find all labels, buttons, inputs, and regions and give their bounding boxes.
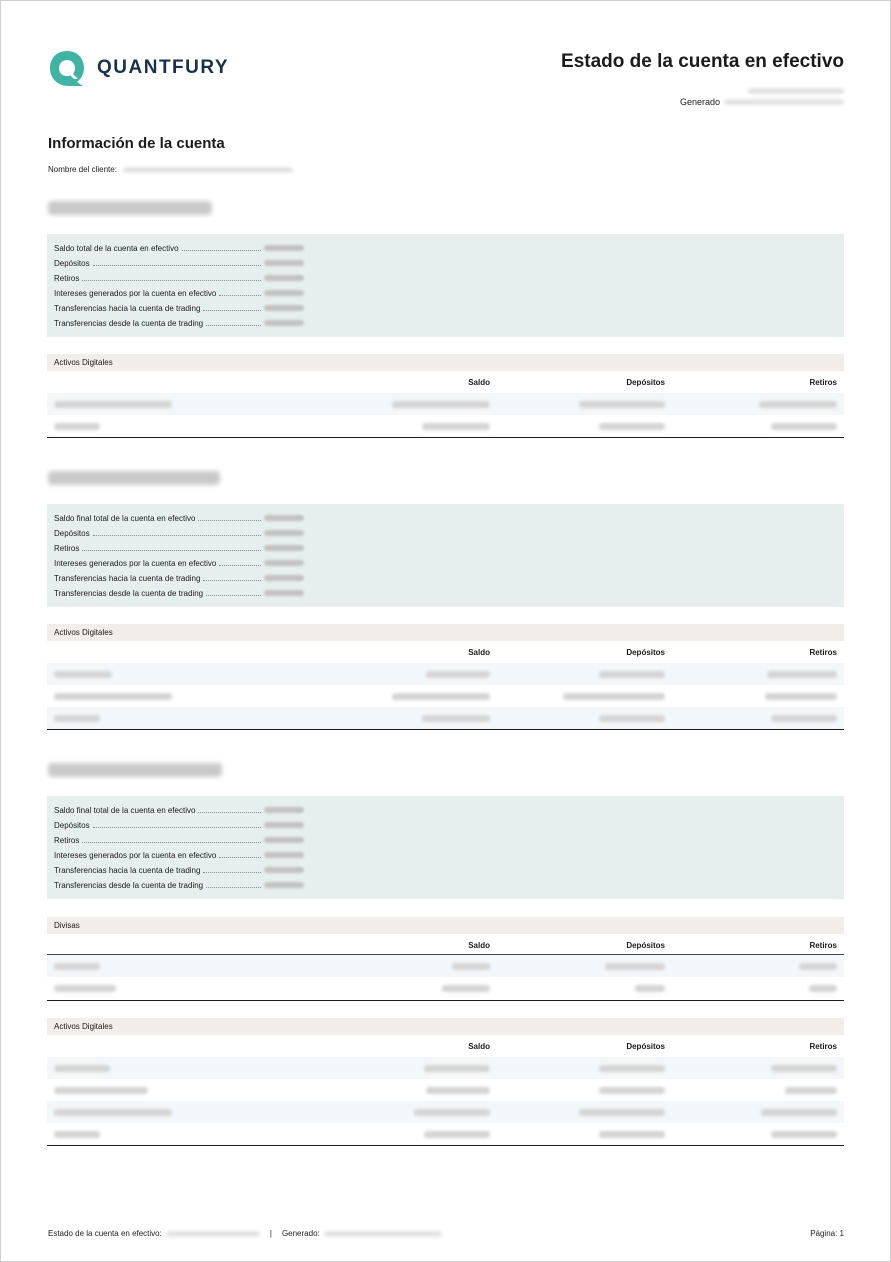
generated-label: Generado — [679, 97, 720, 107]
period-1-summary — [47, 234, 844, 337]
table-row — [47, 685, 844, 707]
summary-row: Transferencias desde la cuenta de trading — [54, 317, 304, 328]
table-header: Saldo Depósitos Retiros — [468, 378, 837, 387]
summary-row: Intereses generados por la cuenta en efectivo — [54, 557, 304, 568]
table-row — [47, 393, 844, 415]
summary-row: Intereses generados por la cuenta en efectivo — [54, 849, 304, 860]
summary-row: Transferencias hacia la cuenta de trading — [54, 572, 304, 583]
summary-row: Depósitos — [54, 819, 304, 830]
client-name-redacted — [123, 167, 293, 173]
page-number: Página: 1 — [810, 1229, 844, 1238]
footer-doc-label: Estado de la cuenta en efectivo: — [48, 1229, 162, 1238]
table-category-band: Activos Digitales — [47, 624, 844, 641]
table-row — [47, 977, 844, 999]
footer-separator: | — [269, 1229, 272, 1238]
period-3-summary — [47, 796, 844, 899]
table-category-band: Activos Digitales — [47, 1018, 844, 1035]
table-row — [47, 955, 844, 977]
table-row — [47, 1057, 844, 1079]
table-rule — [47, 437, 844, 438]
summary-row: Saldo final total de la cuenta en efectivo — [54, 512, 304, 523]
table-row — [47, 707, 844, 729]
table-rule — [47, 729, 844, 730]
document-title: Estado de la cuenta en efectivo — [561, 51, 844, 72]
summary-row: Saldo final total de la cuenta en efectivo — [54, 804, 304, 815]
table-header: Saldo Depósitos Retiros — [468, 648, 837, 657]
generated-line — [680, 97, 844, 107]
quantfury-logo-icon — [47, 49, 87, 87]
summary-row: Transferencias desde la cuenta de trading — [54, 879, 304, 890]
summary-row: Saldo total de la cuenta en efectivo — [54, 242, 304, 253]
summary-row: Retiros — [54, 272, 304, 283]
page-footer — [48, 1229, 844, 1238]
period-1-heading-redacted — [48, 201, 212, 215]
summary-row: Intereses generados por la cuenta en efectivo — [54, 287, 304, 298]
period-2-summary — [47, 504, 844, 607]
quantfury-logo — [47, 49, 229, 87]
table-category-band: Divisas — [47, 917, 844, 934]
summary-row: Depósitos — [54, 257, 304, 268]
table-rule — [47, 1000, 844, 1001]
summary-row: Depósitos — [54, 527, 304, 538]
brand-name: QUANTFURY — [97, 57, 230, 78]
summary-row: Transferencias hacia la cuenta de trading — [54, 864, 304, 875]
table-category-band: Activos Digitales — [47, 354, 844, 371]
summary-row: Retiros — [54, 542, 304, 553]
account-info-title: Información de la cuenta — [48, 135, 225, 152]
period-2-heading-redacted — [48, 471, 220, 485]
summary-row: Retiros — [54, 834, 304, 845]
table-row — [47, 415, 844, 437]
table-row — [47, 1101, 844, 1123]
client-name-line — [48, 165, 293, 174]
table-row — [47, 1123, 844, 1145]
footer-generated-label: Generado: — [281, 1229, 320, 1238]
summary-row: Transferencias desde la cuenta de trading — [54, 587, 304, 598]
table-header: Saldo Depósitos Retiros — [468, 1042, 837, 1051]
client-name-label: Nombre del cliente: — [48, 165, 117, 174]
summary-row: Transferencias hacia la cuenta de trading — [54, 302, 304, 313]
table-row — [47, 663, 844, 685]
table-header: Saldo Depósitos Retiros — [468, 941, 837, 950]
period-3-heading-redacted — [48, 763, 222, 777]
table-row — [47, 1079, 844, 1101]
table-rule — [47, 1145, 844, 1146]
